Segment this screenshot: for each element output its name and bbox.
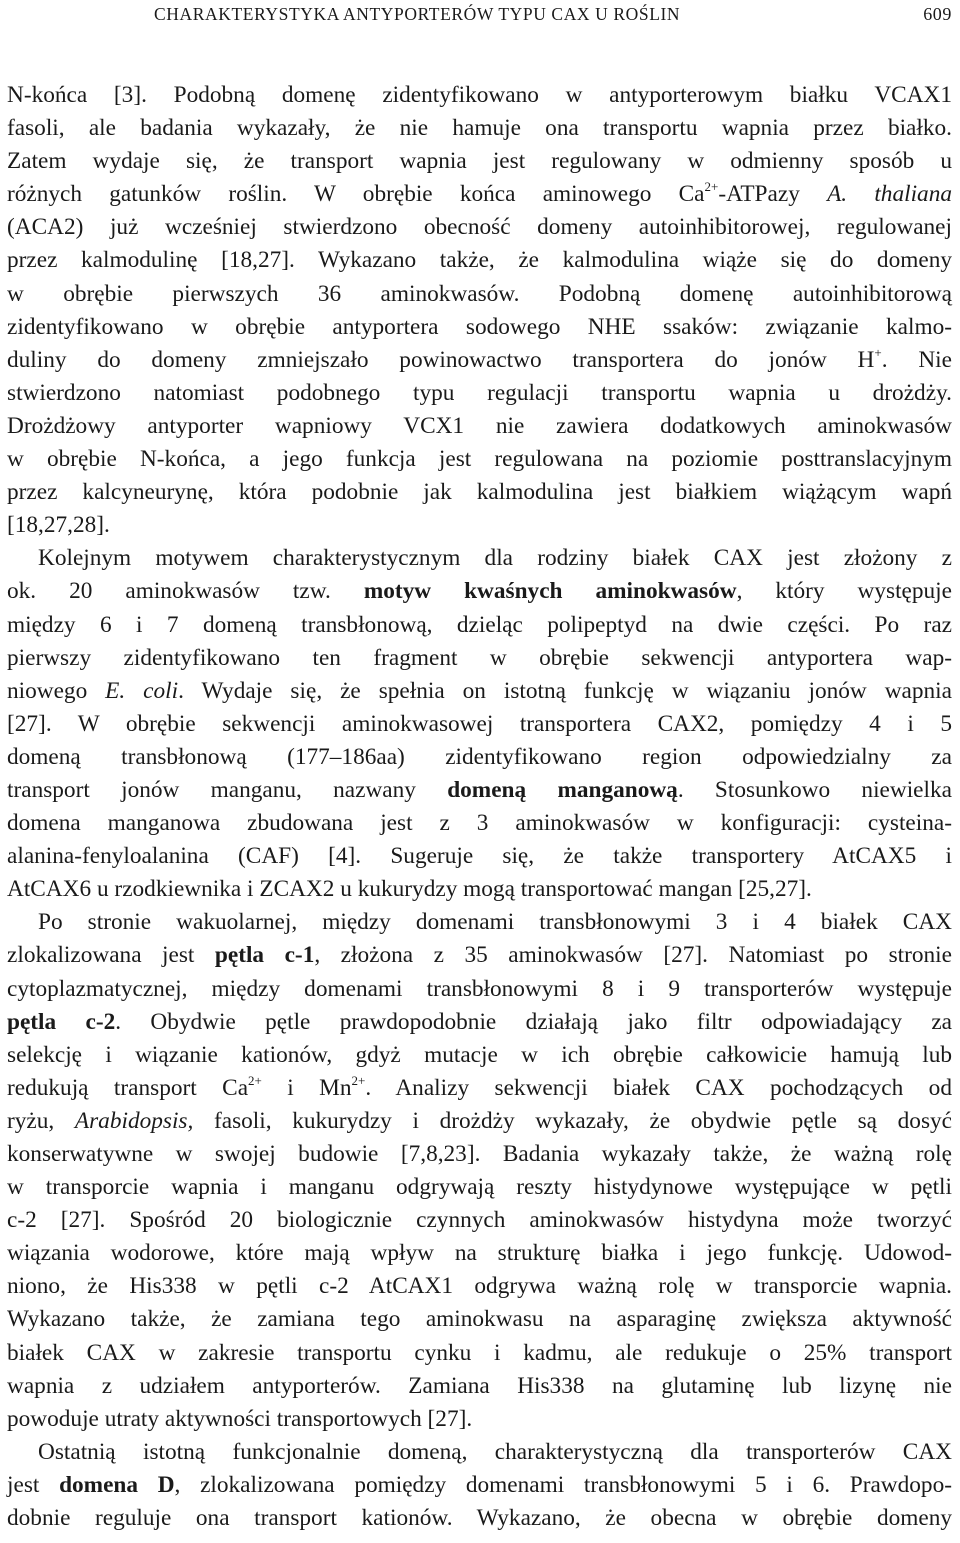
text-line: AtCAX6 u rzodkiewnika i ZCAX2 u kukurydzy mogą transportować mangan [25,27]. bbox=[7, 876, 812, 903]
text-line bbox=[7, 675, 952, 708]
superscript: 2+ bbox=[351, 1072, 366, 1088]
bold-term: domena D bbox=[59, 1471, 175, 1498]
text-span: jest bbox=[7, 1471, 60, 1498]
text-span: transport jonów manganu, nazwany bbox=[7, 776, 448, 803]
text-span: fasoli, kukurydzy i drożdży wykazały, że obydwie pętle są dosyć bbox=[193, 1107, 952, 1134]
text-line: [27]. W obrębie sekwencji aminokwasowej transportera CAX2, pomiędzy 4 i 5 bbox=[7, 710, 952, 737]
running-title: CHARAKTERYSTYKA ANTYPORTERÓW TYPU CAX U ROŚLIN bbox=[154, 4, 681, 24]
bold-term: domeną manganową bbox=[447, 776, 678, 803]
text-line bbox=[7, 1006, 952, 1039]
text-span: duliny do domeny zmniejszało powinowactwo transportera do jonów H bbox=[7, 346, 875, 373]
article-body bbox=[7, 79, 952, 1535]
text-span: , złożona z 35 aminokwasów [27]. Natomiast po stronie bbox=[314, 942, 952, 969]
text-span: , zlokalizowana pomiędzy domenami transbłonowymi 5 i 6. Prawdopo- bbox=[174, 1471, 952, 1498]
text-line: domeną transbłonową (177–186aa) zidentyfikowano region odpowiedzialny za bbox=[7, 743, 952, 770]
text-span: redukują transport Ca bbox=[7, 1074, 249, 1101]
text-line bbox=[7, 1105, 952, 1138]
bold-term: pętla c-2 bbox=[7, 1008, 116, 1035]
text-line: wapnia z udziałem antyporterów. Zamiana His338 na glutaminę lub lizynę nie bbox=[7, 1372, 952, 1399]
text-span: . Analizy sekwencji białek CAX pochodzących od bbox=[365, 1074, 952, 1101]
text-line: Po stronie wakuolarnej, między domenami transbłonowymi 3 i 4 białek CAX bbox=[38, 909, 952, 936]
text-line: białek CAX w zakresie transportu cynku i kadmu, ale redukuje o 25% transport bbox=[7, 1339, 952, 1366]
text-span: -ATPazy bbox=[718, 181, 828, 208]
text-line bbox=[7, 344, 952, 377]
text-line: selekcję i wiązanie kationów, gdyż mutacje w ich obrębie całkowicie hamują lub bbox=[7, 1041, 952, 1068]
text-span: różnych gatunków roślin. W obrębie końca aminowego Ca bbox=[7, 181, 705, 208]
text-line: c-2 [27]. Spośród 20 biologicznie czynnych aminokwasów histydyna może tworzyć bbox=[7, 1207, 952, 1234]
text-span: ok. 20 aminokwasów tzw. bbox=[7, 578, 364, 605]
text-line: Kolejnym motywem charakterystycznym dla rodziny białek CAX jest złożony z bbox=[38, 545, 952, 572]
superscript: 2+ bbox=[248, 1072, 262, 1088]
page-number: 609 bbox=[923, 4, 952, 24]
text-line: Drożdżowy antyporter wapniowy VCX1 nie zawiera dodatkowych aminokwasów bbox=[7, 412, 952, 439]
text-line: wiązania wodorowe, które mają wpływ na strukturę białka i jego funkcję. Udowod- bbox=[7, 1240, 952, 1267]
superscript: 2+ bbox=[704, 179, 719, 195]
text-line bbox=[7, 774, 952, 807]
text-span: niowego bbox=[7, 677, 106, 704]
text-line: Zatem wydaje się, że transport wapnia jest regulowany w odmienny sposób u bbox=[7, 148, 952, 175]
text-line: przez kalmodulinę [18,27]. Wykazano także, że kalmodulina wiąże się do domeny bbox=[7, 247, 952, 274]
text-span: . Obydwie pętle prawdopodobnie działają jako filtr odpowiadający za bbox=[115, 1008, 953, 1035]
bold-term: pętla c-1 bbox=[214, 942, 315, 969]
text-line bbox=[7, 575, 952, 608]
running-header bbox=[0, 4, 960, 30]
text-line bbox=[7, 1469, 952, 1502]
text-span: i Mn bbox=[261, 1074, 352, 1101]
text-line: dobnie reguluje ona transport kationów. Wykazano, że obecna w obrębie domeny bbox=[7, 1505, 952, 1532]
text-span: ryżu, bbox=[7, 1107, 75, 1134]
text-line: fasoli, ale badania wykazały, że nie hamuje ona transportu wapnia przez białko. bbox=[7, 115, 952, 142]
text-line bbox=[7, 178, 952, 211]
paragraph-2 bbox=[7, 542, 952, 906]
text-line: (ACA2) już wcześniej stwierdzono obecność domeny autoinhibitorowej, regulowanej bbox=[7, 214, 952, 241]
text-line: cytoplazmatycznej, między domenami transbłonowymi 8 i 9 transporterów występuje bbox=[7, 975, 952, 1002]
text-span: . Stosunkowo niewielka bbox=[677, 776, 952, 803]
text-line bbox=[7, 1072, 952, 1105]
paragraph-1 bbox=[7, 79, 952, 542]
text-span: , który występuje bbox=[736, 578, 952, 605]
text-line: [18,27,28]. bbox=[7, 512, 110, 539]
text-line: przez kalcyneurynę, która podobnie jak kalmodulina jest białkiem wiążącym wapń bbox=[7, 479, 952, 506]
superscript: + bbox=[874, 344, 882, 360]
text-line: w transporcie wapnia i manganu odgrywają reszty histydynowe występujące w pętli bbox=[7, 1174, 952, 1201]
text-span: zlokalizowana jest bbox=[7, 942, 215, 969]
text-line: niono, że His338 w pętli c-2 AtCAX1 odgrywa ważną rolę w transporcie wapnia. bbox=[7, 1273, 952, 1300]
text-line: Wykazano także, że zamiana tego aminokwasu na asparaginę zwiększa aktywność bbox=[7, 1306, 952, 1333]
species-name: E. coli bbox=[105, 677, 179, 704]
paragraph-3 bbox=[7, 906, 952, 1436]
text-line: Ostatnią istotną funkcjonalnie domeną, charakterystyczną dla transporterów CAX bbox=[38, 1438, 952, 1465]
text-line: zidentyfikowano w obrębie antyportera sodowego NHE ssaków: związanie kalmo- bbox=[7, 313, 952, 340]
species-name: Arabidopsis, bbox=[74, 1107, 194, 1134]
species-name: A. thaliana bbox=[827, 181, 952, 208]
text-line: alanina-fenyloalanina (CAF) [4]. Sugeruje się, że także transportery AtCAX5 i bbox=[7, 843, 952, 870]
bold-term: motyw kwaśnych aminokwasów bbox=[363, 578, 737, 605]
paragraph-4 bbox=[7, 1436, 952, 1535]
text-line bbox=[7, 939, 952, 972]
text-line: w obrębie N-końca, a jego funkcja jest regulowana na poziomie posttranslacyjnym bbox=[7, 446, 952, 473]
text-line: pierwszy zidentyfikowano ten fragment w obrębie sekwencji antyportera wap- bbox=[7, 644, 952, 671]
text-line: domena manganowa zbudowana jest z 3 aminokwasów w konfiguracji: cysteina- bbox=[7, 810, 952, 837]
text-span: . Wydaje się, że spełnia on istotną funkcję w wiązaniu jonów wapnia bbox=[178, 677, 952, 704]
text-line: powoduje utraty aktywności transportowych [27]. bbox=[7, 1405, 473, 1432]
text-line: N-końca [3]. Podobną domenę zidentyfikowano w antyporterowym białku VCAX1 bbox=[7, 82, 952, 108]
text-line: w obrębie pierwszych 36 aminokwasów. Podobną domenę autoinhibitorową bbox=[7, 280, 952, 307]
text-line: między 6 i 7 domeną transbłonową, dzieląc polipeptyd na dwie części. Po raz bbox=[7, 611, 952, 638]
text-line: stwierdzono natomiast podobnego typu regulacji transportu wapnia u drożdży. bbox=[7, 379, 952, 406]
text-line: konserwatywne w swojej budowie [7,8,23]. Badania wykazały także, że ważną rolę bbox=[7, 1141, 952, 1167]
text-span: . Nie bbox=[881, 346, 952, 373]
